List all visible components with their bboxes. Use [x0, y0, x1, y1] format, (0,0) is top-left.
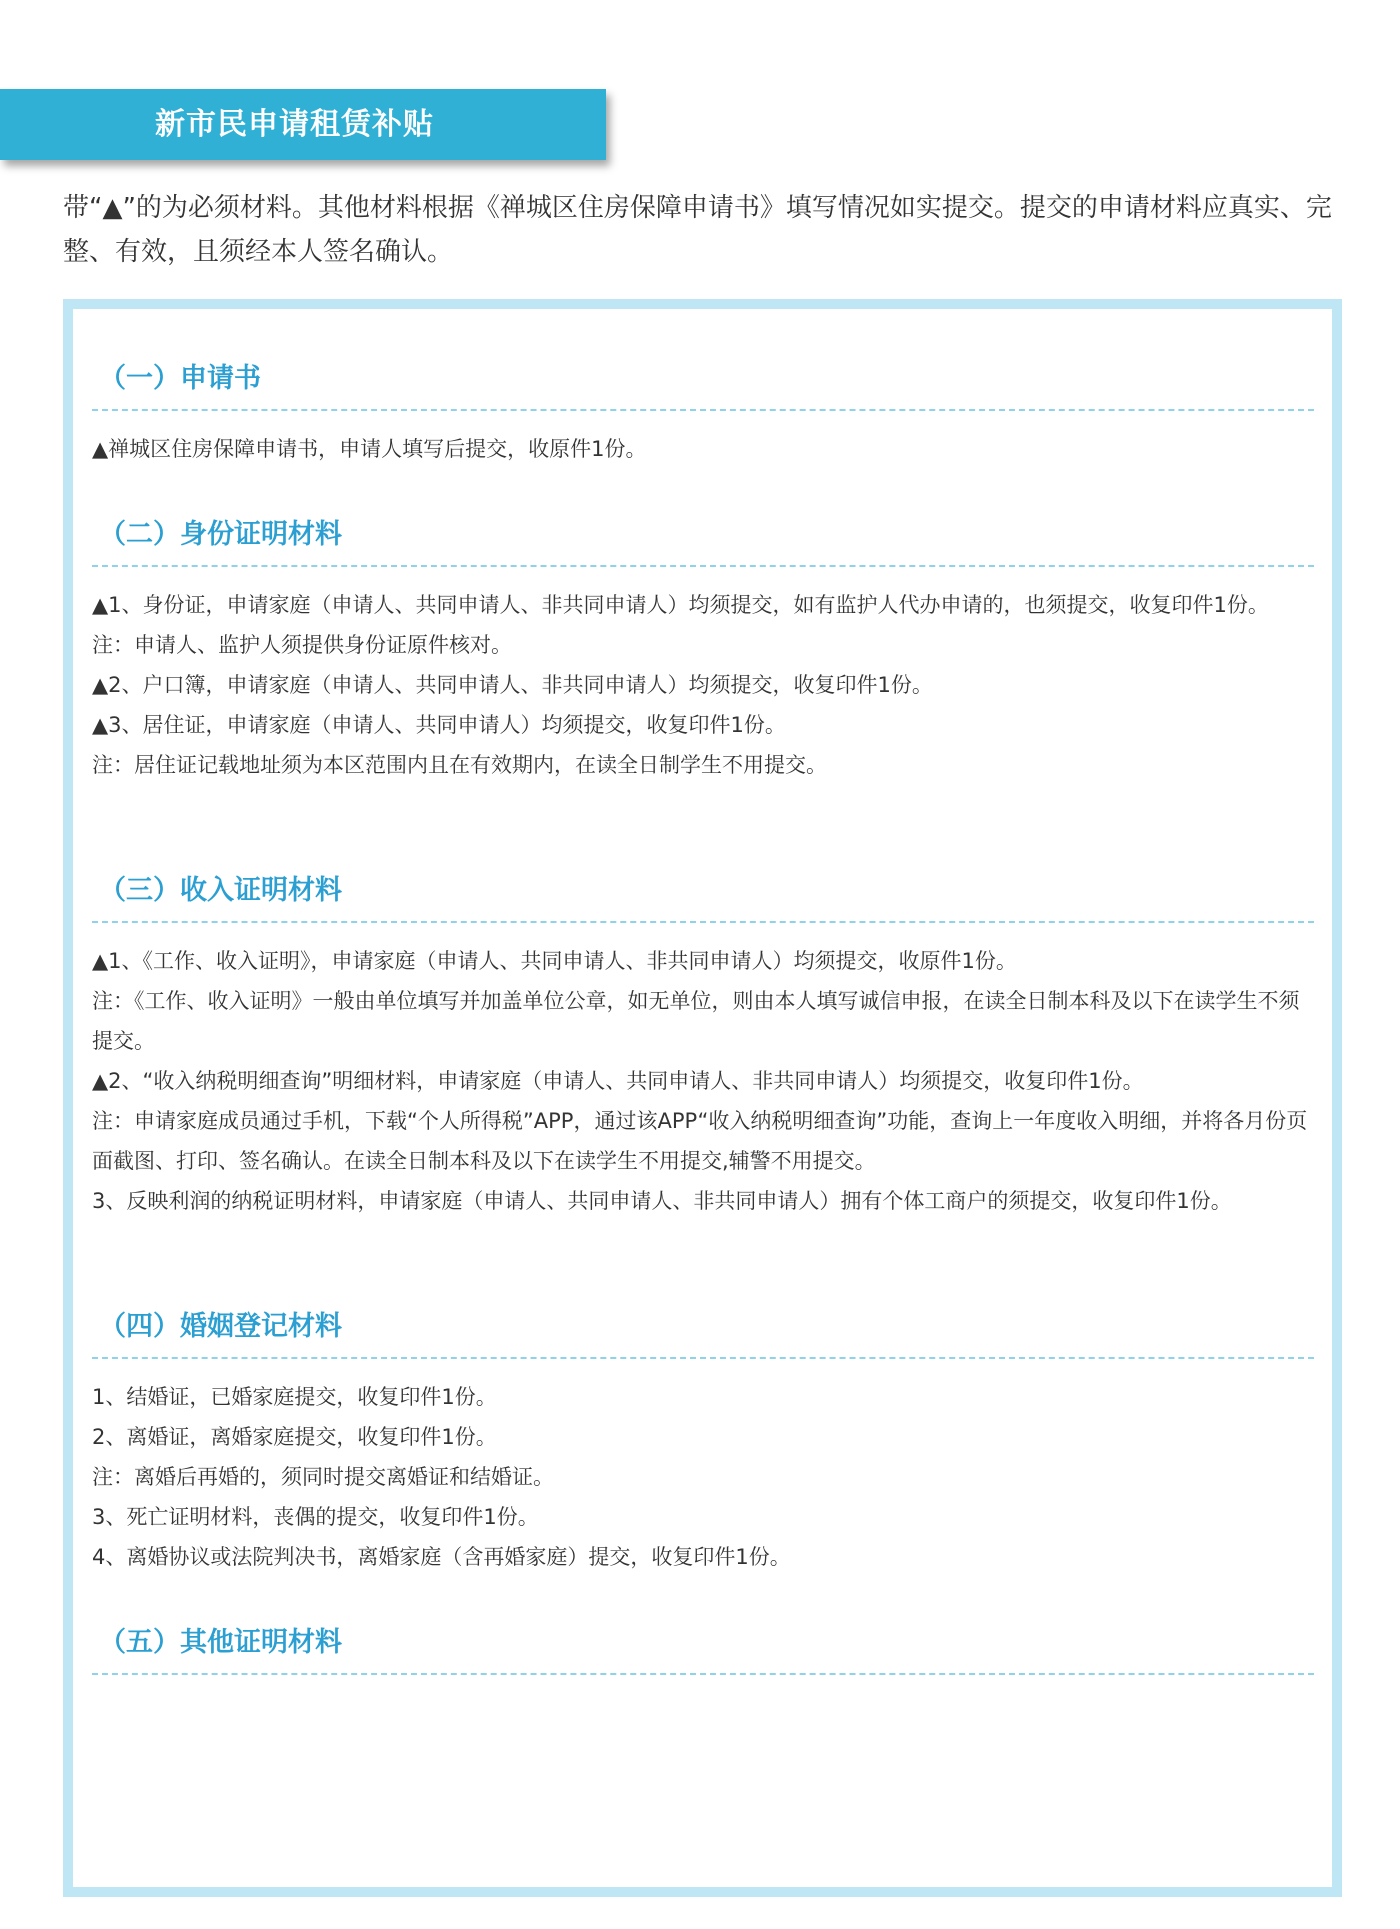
- list-item: ▲1、身份证，申请家庭（申请人、共同申请人、非共同申请人）均须提交，如有监护人代办申请的，也须提交，收复印件1份。: [92, 593, 1269, 617]
- intro-paragraph: 带“▲”的为必须材料。其他材料根据《禅城区住房保障申请书》填写情况如实提交。提交的申请材料应真实、完整、有效，且须经本人签名确认。: [63, 193, 1332, 267]
- section-marriage-documents: [92, 1297, 1314, 1577]
- list-note: 注：申请人、监护人须提供身份证原件核对。: [92, 633, 512, 657]
- section-title: （一）申请书: [99, 363, 261, 394]
- section-title: （四）婚姻登记材料: [99, 1311, 342, 1342]
- list-note: 注：《工作、收入证明》一般由单位填写并加盖单位公章，如无单位，则由本人填写诚信申报，在读全日制本科及以下在读学生不须提交。: [92, 989, 1300, 1053]
- list-item: ▲1、《工作、收入证明》，申请家庭（申请人、共同申请人、非共同申请人）均须提交，收原件1份。: [92, 949, 1017, 973]
- section-divider: [92, 565, 1314, 567]
- section-divider: [92, 921, 1314, 923]
- list-note: 注：离婚后再婚的，须同时提交离婚证和结婚证。: [92, 1465, 554, 1489]
- section-title: （二）身份证明材料: [99, 519, 342, 550]
- list-item: ▲3、居住证，申请家庭（申请人、共同申请人）均须提交，收复印件1份。: [92, 713, 786, 737]
- list-item: ▲2、户口簿，申请家庭（申请人、共同申请人、非共同申请人）均须提交，收复印件1份。: [92, 673, 933, 697]
- list-item: 3、死亡证明材料，丧偶的提交，收复印件1份。: [92, 1505, 539, 1529]
- list-item: 3、反映利润的纳税证明材料，申请家庭（申请人、共同申请人、非共同申请人）拥有个体工商户的须提交，收复印件1份。: [92, 1189, 1232, 1213]
- section-divider: [92, 409, 1314, 411]
- section-other-documents: [92, 1613, 1314, 1693]
- list-item: ▲禅城区住房保障申请书，申请人填写后提交，收原件1份。: [92, 437, 647, 461]
- section-identity-documents: [92, 505, 1314, 785]
- list-item: ▲2、“收入纳税明细查询”明细材料，申请家庭（申请人、共同申请人、非共同申请人）均须提交，收复印件1份。: [92, 1069, 1144, 1093]
- section-title: （三）收入证明材料: [99, 875, 342, 906]
- materials-panel: [63, 299, 1342, 1897]
- page-title: 新市民申请租赁补贴: [155, 107, 434, 142]
- section-divider: [92, 1673, 1314, 1675]
- list-note: 注：申请家庭成员通过手机，下载“个人所得税”APP，通过该APP“收入纳税明细查询”功能，查询上一年度收入明细，并将各月份页面截图、打印、签名确认。在读全日制本科及以下在读学生不用提交,辅警不用提交。: [92, 1109, 1308, 1173]
- section-income-documents: [92, 861, 1314, 1221]
- list-item: 2、离婚证，离婚家庭提交，收复印件1份。: [92, 1425, 497, 1449]
- section-title: （五）其他证明材料: [99, 1627, 342, 1658]
- section-application-form: [92, 349, 1314, 469]
- title-banner: [0, 89, 606, 160]
- list-item: 1、结婚证，已婚家庭提交，收复印件1份。: [92, 1385, 497, 1409]
- section-divider: [92, 1357, 1314, 1359]
- list-note: 注：居住证记载地址须为本区范围内且在有效期内，在读全日制学生不用提交。: [92, 753, 827, 777]
- list-item: 4、离婚协议或法院判决书，离婚家庭（含再婚家庭）提交，收复印件1份。: [92, 1545, 791, 1569]
